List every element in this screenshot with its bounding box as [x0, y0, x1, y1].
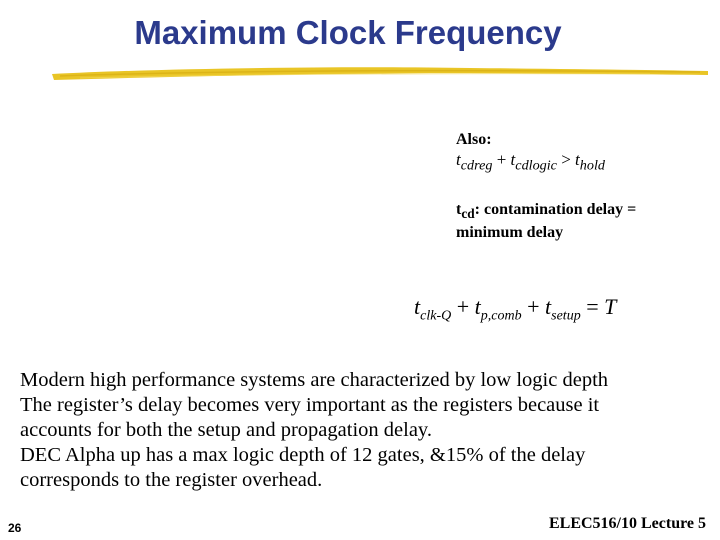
- also-condition-block: [456, 130, 706, 174]
- body-paragraph: [20, 368, 716, 493]
- body-line: corresponds to the register overhead.: [20, 469, 323, 491]
- page-number: 26: [8, 521, 22, 535]
- definition-line-2: minimum delay: [456, 224, 564, 241]
- hold-time-constraint: $t_{cdreg} + t_{cdlogic} > t_{hold}$: [456, 150, 605, 174]
- body-line: The register’s delay becomes very important as the registers because it: [20, 394, 600, 416]
- title-underline-brushstroke: [50, 62, 710, 84]
- t-cdlogic: $t_{cdlogic}$: [510, 150, 557, 174]
- contamination-delay-definition: [456, 198, 706, 244]
- clock-period-equation: $t_{clk-Q} + t_{p,comb} + t_{setup} = T$: [414, 294, 617, 324]
- slide-title: Maximum Clock Frequency: [134, 14, 562, 51]
- definition-line-1: $t_{cd}$: contamination delay =: [456, 201, 637, 222]
- body-line: accounts for both the setup and propagation delay.: [20, 419, 432, 441]
- body-line: DEC Alpha up has a max logic depth of 12 gates, &15% of the delay: [20, 444, 586, 466]
- footer-course-label: ELEC516/10 Lecture 5: [548, 515, 706, 532]
- also-heading: Also:: [456, 131, 492, 148]
- t-hold: $t_{hold}$: [575, 150, 605, 174]
- body-line: Modern high performance systems are characterized by low logic depth: [20, 369, 609, 391]
- t-cdreg: $t_{cdreg}$: [456, 150, 493, 174]
